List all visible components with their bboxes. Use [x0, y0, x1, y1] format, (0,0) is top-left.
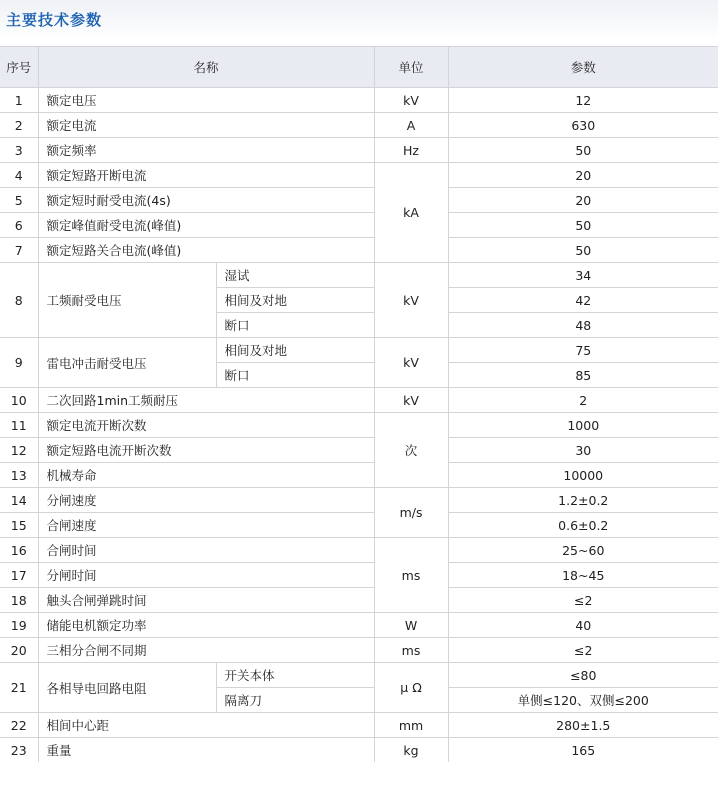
row-name: 触头合闸弹跳时间 [38, 588, 374, 613]
row-no: 17 [0, 563, 38, 588]
row-sub-label: 开关本体 [216, 663, 374, 688]
row-value: ≤2 [448, 638, 718, 663]
row-unit: kg [374, 738, 448, 763]
table-row [0, 163, 718, 188]
row-unit: kV [374, 88, 448, 113]
row-value: 75 [448, 338, 718, 363]
table-row [0, 213, 718, 238]
row-no: 1 [0, 88, 38, 113]
row-sub-label: 湿试 [216, 263, 374, 288]
row-no: 7 [0, 238, 38, 263]
row-value: 50 [448, 138, 718, 163]
row-value: 0.6±0.2 [448, 513, 718, 538]
table-row [0, 413, 718, 438]
row-value: 280±1.5 [448, 713, 718, 738]
row-name: 储能电机额定功率 [38, 613, 374, 638]
row-value: 1000 [448, 413, 718, 438]
header-no: 序号 [0, 47, 38, 88]
row-name: 额定峰值耐受电流(峰值) [38, 213, 374, 238]
table-header-row [0, 47, 718, 88]
row-no: 14 [0, 488, 38, 513]
row-unit: ms [374, 638, 448, 663]
row-value: 单侧≤120、双侧≤200 [448, 688, 718, 713]
spec-table [0, 46, 718, 762]
row-unit: Hz [374, 138, 448, 163]
row-sub-label: 相间及对地 [216, 338, 374, 363]
row-value: 34 [448, 263, 718, 288]
row-no: 8 [0, 263, 38, 338]
row-value: 25~60 [448, 538, 718, 563]
row-name: 三相分合闸不同期 [38, 638, 374, 663]
row-unit: 次 [374, 413, 448, 488]
row-value: 20 [448, 163, 718, 188]
row-name: 机械寿命 [38, 463, 374, 488]
table-row [0, 238, 718, 263]
row-value: 18~45 [448, 563, 718, 588]
row-no: 22 [0, 713, 38, 738]
row-name: 额定电流 [38, 113, 374, 138]
row-no: 4 [0, 163, 38, 188]
row-value: 20 [448, 188, 718, 213]
row-unit: W [374, 613, 448, 638]
row-unit: kV [374, 338, 448, 388]
row-no: 18 [0, 588, 38, 613]
row-name: 雷电冲击耐受电压 [38, 338, 216, 388]
table-row [0, 738, 718, 763]
row-no: 15 [0, 513, 38, 538]
section-header [0, 0, 718, 40]
row-value: 2 [448, 388, 718, 413]
row-name: 额定短时耐受电流(4s) [38, 188, 374, 213]
table-row [0, 588, 718, 613]
row-no: 13 [0, 463, 38, 488]
row-sub-label: 相间及对地 [216, 288, 374, 313]
row-name: 额定短路电流开断次数 [38, 438, 374, 463]
row-name: 额定短路关合电流(峰值) [38, 238, 374, 263]
row-unit: μ Ω [374, 663, 448, 713]
row-value: 30 [448, 438, 718, 463]
row-value: 48 [448, 313, 718, 338]
row-name: 额定频率 [38, 138, 374, 163]
row-name: 额定短路开断电流 [38, 163, 374, 188]
table-row [0, 463, 718, 488]
row-value: 165 [448, 738, 718, 763]
row-name: 合闸时间 [38, 538, 374, 563]
row-no: 16 [0, 538, 38, 563]
row-name: 重量 [38, 738, 374, 763]
row-no: 3 [0, 138, 38, 163]
row-no: 2 [0, 113, 38, 138]
row-value: 40 [448, 613, 718, 638]
row-unit: A [374, 113, 448, 138]
row-name: 相间中心距 [38, 713, 374, 738]
row-sub-label: 断口 [216, 363, 374, 388]
table-row [0, 563, 718, 588]
row-value: ≤2 [448, 588, 718, 613]
table-row [0, 263, 718, 288]
row-name: 各相导电回路电阻 [38, 663, 216, 713]
row-value: 10000 [448, 463, 718, 488]
row-name: 分闸时间 [38, 563, 374, 588]
table-row [0, 613, 718, 638]
row-unit: mm [374, 713, 448, 738]
row-name: 分闸速度 [38, 488, 374, 513]
row-no: 20 [0, 638, 38, 663]
row-no: 11 [0, 413, 38, 438]
row-name: 额定电流开断次数 [38, 413, 374, 438]
table-row [0, 138, 718, 163]
table-row [0, 513, 718, 538]
table-row [0, 438, 718, 463]
table-row [0, 113, 718, 138]
row-value: 85 [448, 363, 718, 388]
table-row [0, 338, 718, 363]
row-unit: kA [374, 163, 448, 263]
row-value: 12 [448, 88, 718, 113]
table-row [0, 388, 718, 413]
row-no: 10 [0, 388, 38, 413]
header-unit: 单位 [374, 47, 448, 88]
row-sub-label: 隔离刀 [216, 688, 374, 713]
row-name: 工频耐受电压 [38, 263, 216, 338]
row-value: 50 [448, 238, 718, 263]
row-no: 12 [0, 438, 38, 463]
row-value: ≤80 [448, 663, 718, 688]
row-unit: kV [374, 388, 448, 413]
row-unit: kV [374, 263, 448, 338]
row-unit: m/s [374, 488, 448, 538]
table-row [0, 538, 718, 563]
table-row [0, 88, 718, 113]
table-row [0, 488, 718, 513]
row-no: 6 [0, 213, 38, 238]
row-name: 二次回路1min工频耐压 [38, 388, 374, 413]
header-param: 参数 [448, 47, 718, 88]
row-name: 额定电压 [38, 88, 374, 113]
row-sub-label: 断口 [216, 313, 374, 338]
row-value: 630 [448, 113, 718, 138]
row-value: 42 [448, 288, 718, 313]
table-row [0, 638, 718, 663]
row-value: 50 [448, 213, 718, 238]
row-no: 9 [0, 338, 38, 388]
table-row [0, 663, 718, 688]
row-unit: ms [374, 538, 448, 613]
table-row [0, 713, 718, 738]
row-no: 23 [0, 738, 38, 763]
row-no: 5 [0, 188, 38, 213]
table-row [0, 188, 718, 213]
row-name: 合闸速度 [38, 513, 374, 538]
section-title: 主要技术参数 [6, 11, 103, 29]
header-name: 名称 [38, 47, 374, 88]
row-no: 21 [0, 663, 38, 713]
row-no: 19 [0, 613, 38, 638]
row-value: 1.2±0.2 [448, 488, 718, 513]
